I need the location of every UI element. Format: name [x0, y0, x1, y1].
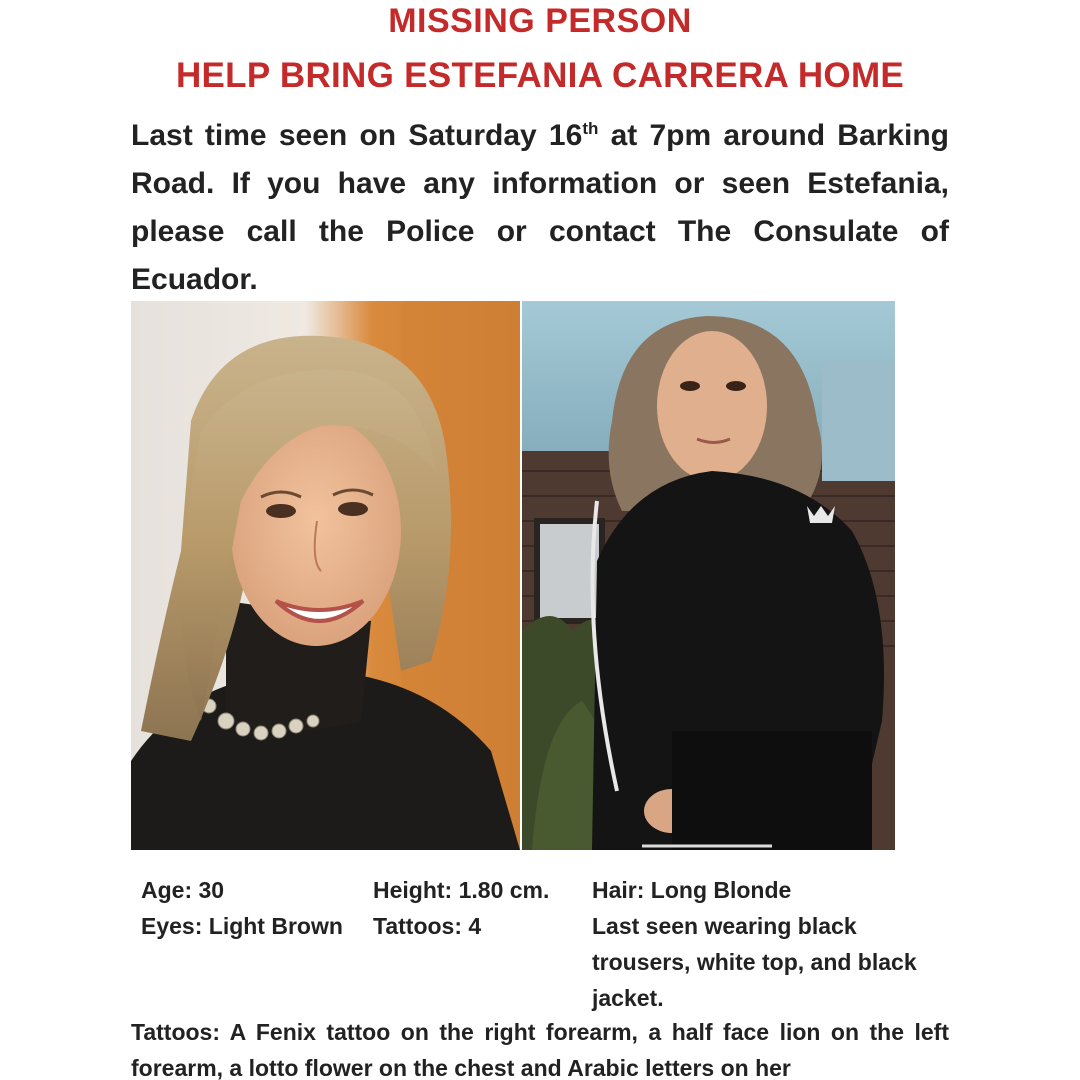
poster-heading: MISSING PERSON: [388, 2, 692, 40]
hair-field: Hair: Long Blonde: [592, 877, 792, 903]
tattoo-count-field: Tattoos: 4: [373, 913, 482, 939]
eyes-field: Eyes: Light Brown: [141, 913, 343, 939]
intro-text-start: Last time seen on Saturday 16: [131, 119, 583, 152]
details-column-2: [373, 872, 549, 944]
intro-paragraph: [131, 112, 949, 304]
selfie-photo: [131, 301, 520, 850]
tattoos-description: Tattoos: A Fenix tattoo on the right forearm, a half face lion on the left forearm, a lotto flower on the chest and Arabic letters on her: [131, 1019, 949, 1080]
details-column-1: [141, 872, 343, 944]
outdoor-photo: [522, 301, 895, 850]
clothing-field: Last seen wearing black trousers, white top, and black jacket.: [592, 913, 917, 1011]
height-field: Height: 1.80 cm.: [373, 877, 550, 903]
age-field: Age: 30: [141, 877, 225, 903]
intro-text-end: at 7pm around Barking Road. If you have any information or seen Estefania, please call the Police or contact The Consulate of Ecuador.: [131, 119, 949, 296]
poster-subheading: HELP BRING ESTEFANIA CARRERA HOME: [175, 56, 905, 95]
details-column-3: [592, 872, 922, 1016]
intro-ordinal: th: [582, 119, 599, 138]
